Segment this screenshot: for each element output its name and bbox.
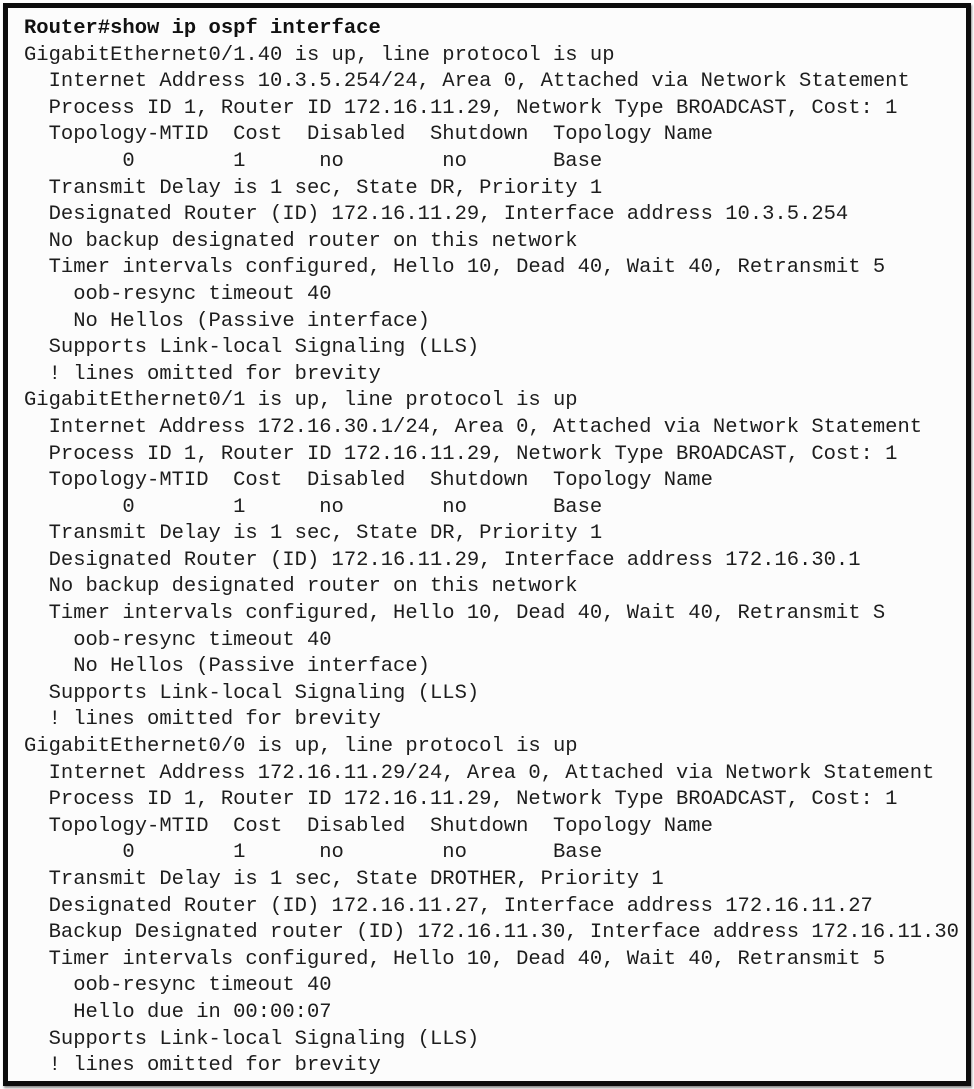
command-line: Router#show ip ospf interface	[24, 17, 381, 40]
console-line: ! lines omitted for brevity	[24, 1054, 381, 1078]
console-line: Designated Router (ID) 172.16.11.29, Interface address 10.3.5.254	[24, 203, 849, 227]
console-line: Internet Address 172.16.30.1/24, Area 0, Attached via Network Statement	[24, 415, 923, 439]
console-line: Transmit Delay is 1 sec, State DR, Priority 1	[24, 522, 603, 546]
console-line: GigabitEthernet0/1 is up, line protocol is up	[24, 389, 578, 413]
console-line: Process ID 1, Router ID 172.16.11.29, Network Type BROADCAST, Cost: 1	[24, 788, 898, 812]
console-line: No Hellos (Passive interface)	[24, 309, 430, 333]
console-line: 0 1 no no Base	[24, 841, 603, 865]
console-line: Supports Link-local Signaling (LLS)	[24, 1027, 480, 1051]
console-line: Topology-MTID Cost Disabled Shutdown Topology Name	[24, 123, 713, 147]
console-line: oob-resync timeout 40	[24, 282, 332, 306]
console-line: Internet Address 10.3.5.254/24, Area 0, Attached via Network Statement	[24, 70, 910, 94]
console-line: oob-resync timeout 40	[24, 974, 332, 998]
console-line: GigabitEthernet0/1.40 is up, line protocol is up	[24, 43, 615, 67]
console-line: No backup designated router on this network	[24, 575, 578, 599]
console-window	[3, 3, 971, 1086]
console-line: oob-resync timeout 40	[24, 628, 332, 652]
console-line: Hello due in 00:00:07	[24, 1000, 332, 1024]
console-line: Designated Router (ID) 172.16.11.27, Interface address 172.16.11.27	[24, 894, 873, 918]
console-line: Transmit Delay is 1 sec, State DR, Priority 1	[24, 176, 603, 200]
console-line: 0 1 no no Base	[24, 495, 603, 519]
console-line: Timer intervals configured, Hello 10, Dead 40, Wait 40, Retransmit 5	[24, 256, 886, 280]
console-line: Supports Link-local Signaling (LLS)	[24, 681, 480, 705]
console-line: Designated Router (ID) 172.16.11.29, Interface address 172.16.30.1	[24, 548, 861, 572]
console-line: Transmit Delay is 1 sec, State DROTHER, Priority 1	[24, 868, 664, 891]
console-line: Topology-MTID Cost Disabled Shutdown Topology Name	[24, 814, 713, 838]
console-line: Timer intervals configured, Hello 10, Dead 40, Wait 40, Retransmit S	[24, 602, 886, 626]
console-line: GigabitEthernet0/0 is up, line protocol is up	[24, 735, 578, 759]
console-line: Internet Address 172.16.11.29/24, Area 0, Attached via Network Statement	[24, 761, 935, 785]
console-line: Backup Designated router (ID) 172.16.11.30, Interface address 172.16.11.30	[24, 921, 959, 945]
console-line: ! lines omitted for brevity	[24, 708, 381, 732]
console-line: Process ID 1, Router ID 172.16.11.29, Network Type BROADCAST, Cost: 1	[24, 442, 898, 466]
console-output	[24, 16, 966, 1080]
console-line: No backup designated router on this network	[24, 229, 578, 253]
console-line: Topology-MTID Cost Disabled Shutdown Topology Name	[24, 469, 713, 493]
console-line: No Hellos (Passive interface)	[24, 655, 430, 679]
console-line: ! lines omitted for brevity	[24, 362, 381, 386]
console-line: Supports Link-local Signaling (LLS)	[24, 336, 480, 360]
console-line: 0 1 no no Base	[24, 149, 603, 173]
console-line: Timer intervals configured, Hello 10, Dead 40, Wait 40, Retransmit 5	[24, 947, 886, 971]
console-line: Process ID 1, Router ID 172.16.11.29, Network Type BROADCAST, Cost: 1	[24, 96, 898, 120]
